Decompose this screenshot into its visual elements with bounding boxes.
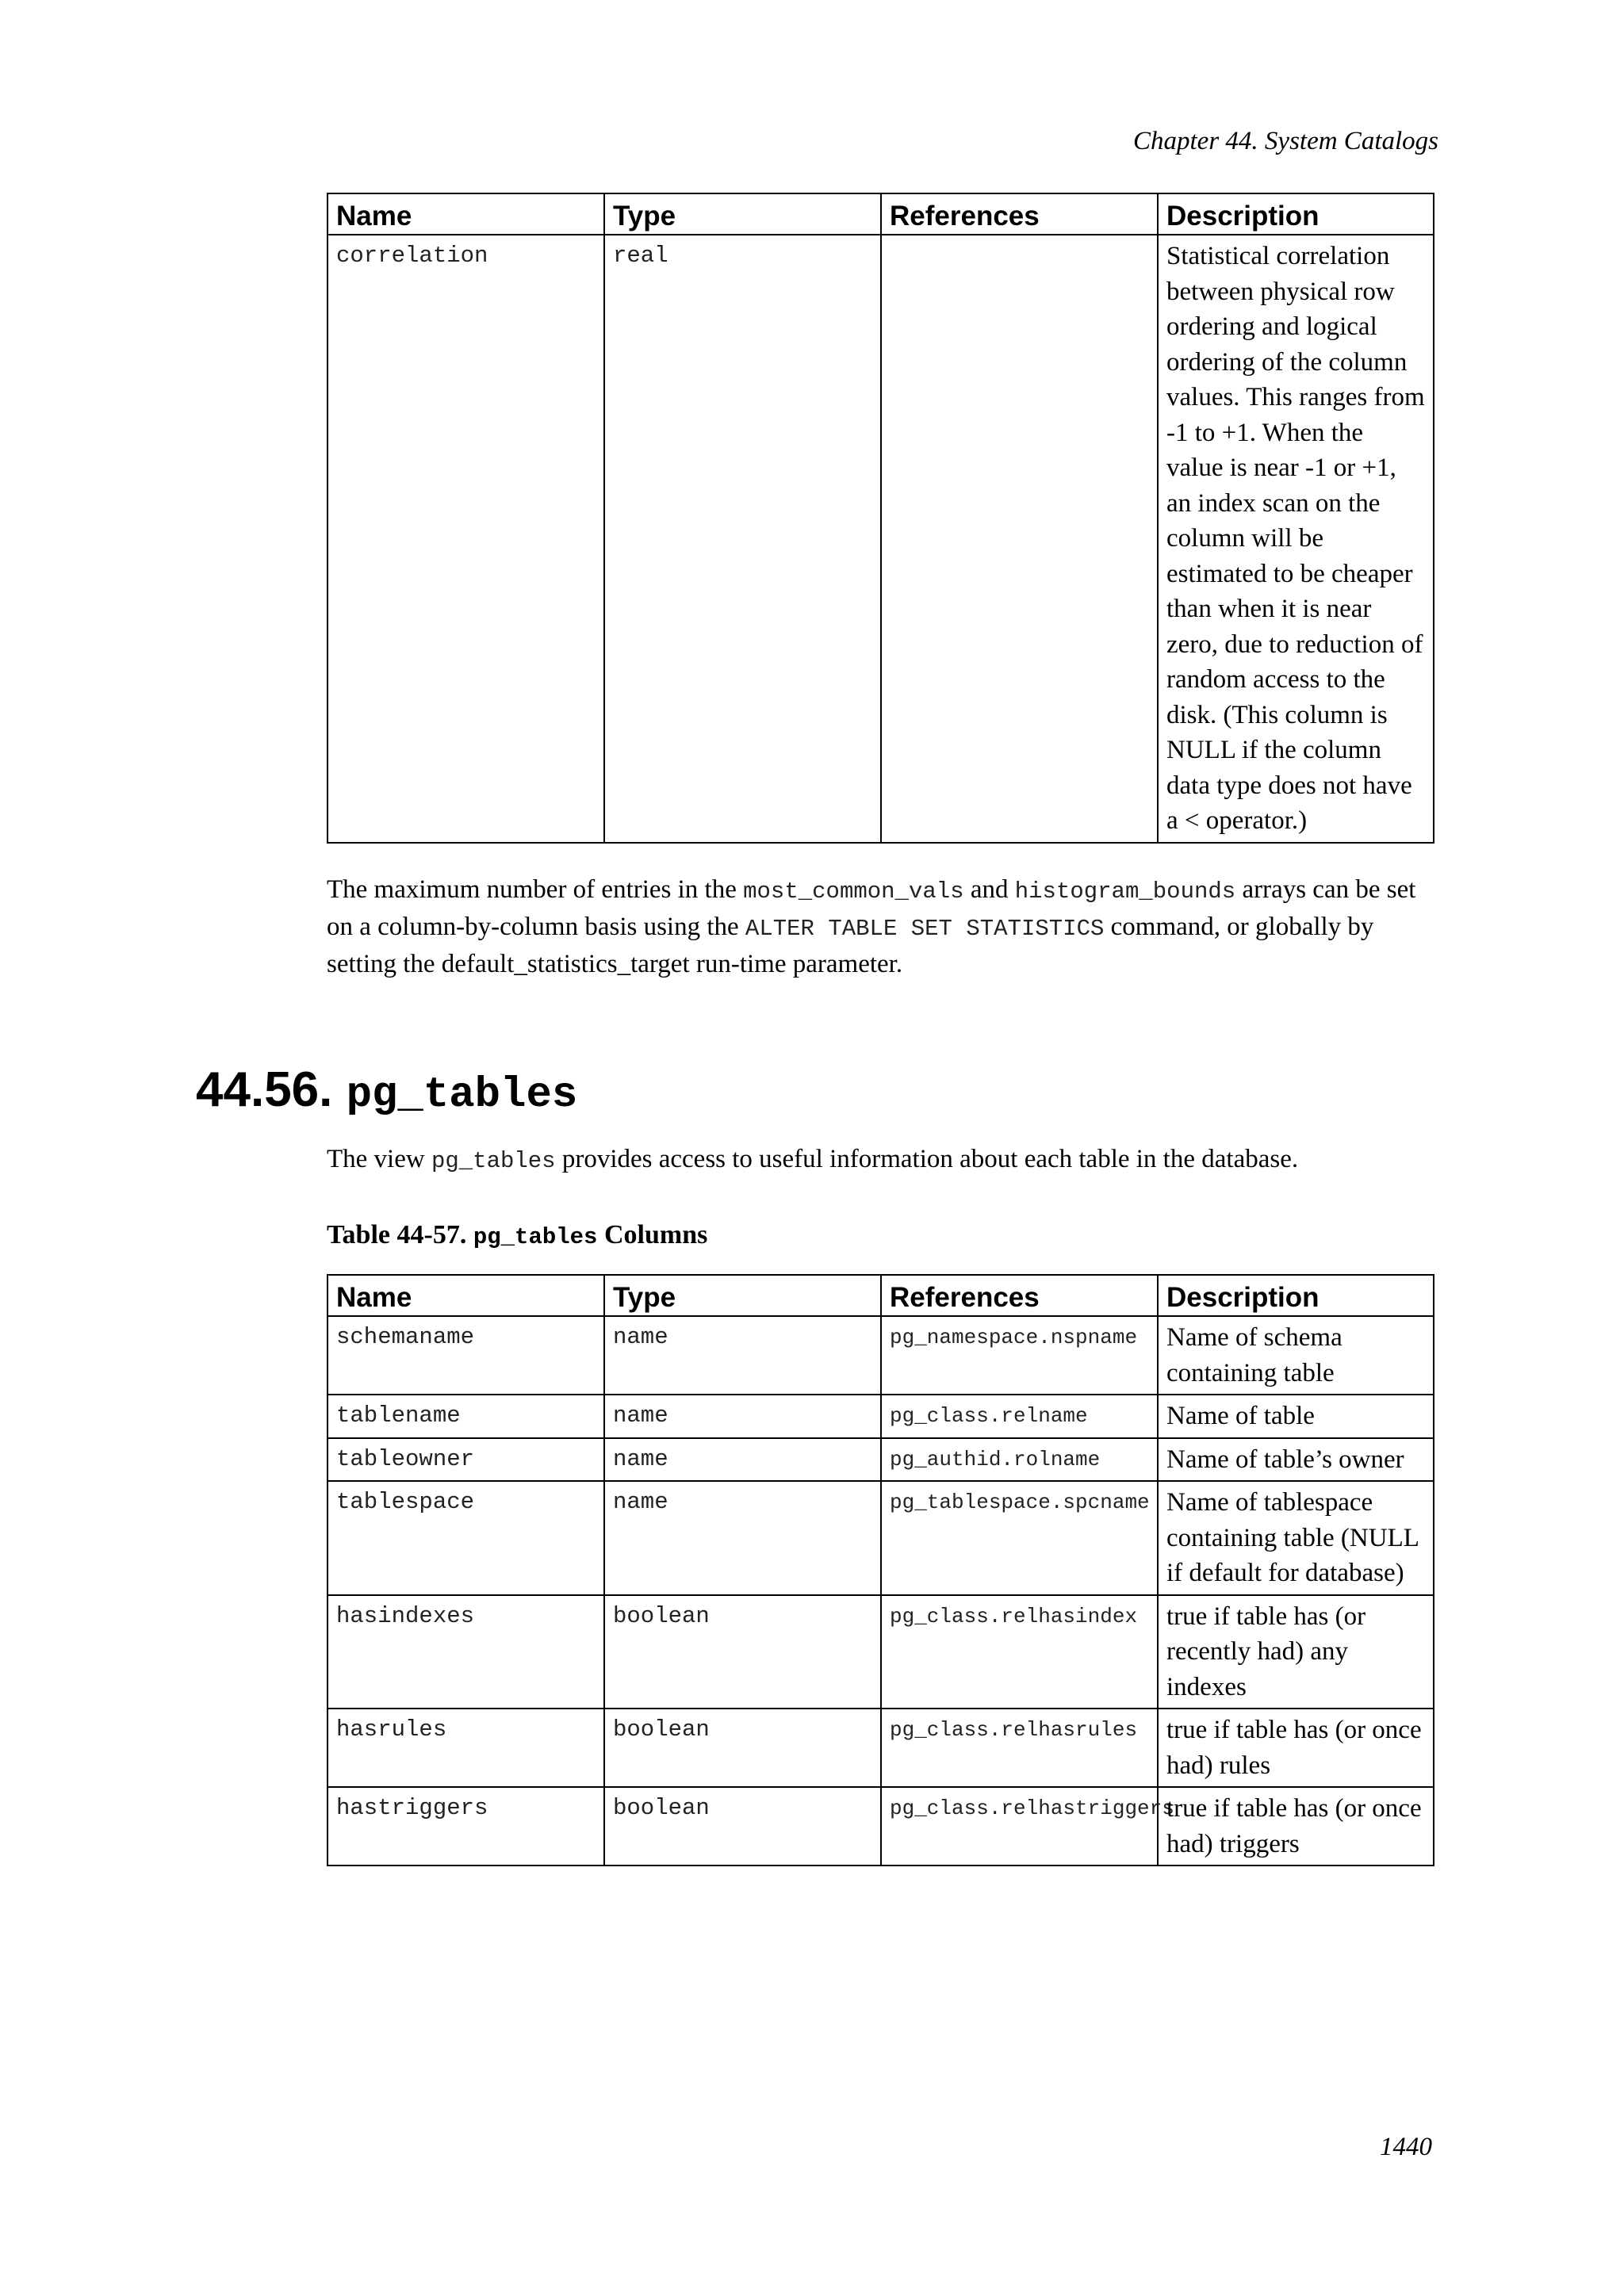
table-row	[327, 235, 1434, 843]
cell-type: boolean	[604, 1787, 881, 1866]
cell-references: pg_class.relhasrules	[881, 1709, 1158, 1787]
cell-name: hasindexes	[327, 1595, 604, 1709]
column-header-name: Name	[327, 193, 604, 235]
cell-name: tablespace	[327, 1481, 604, 1595]
caption-prefix: Table 44-57.	[327, 1220, 473, 1249]
paragraph-text: The maximum number of entries in the	[327, 875, 744, 904]
cell-name: tablename	[327, 1395, 604, 1438]
paragraph-text: arrays can be set on a column-by-column basis using the	[327, 875, 1416, 941]
cell-description: Name of table’s owner	[1158, 1438, 1434, 1482]
table-row	[327, 1787, 1434, 1866]
cell-references	[881, 235, 1158, 843]
cell-references: pg_tablespace.spcname	[881, 1481, 1158, 1595]
statistics-target-paragraph	[327, 872, 1437, 982]
table-header-row	[327, 1275, 1434, 1316]
cell-description: true if table has (or once had) rules	[1158, 1709, 1434, 1787]
paragraph-text: provides access to useful information about each table in the database.	[555, 1145, 1299, 1173]
cell-references: pg_class.relhastriggers	[881, 1787, 1158, 1866]
table-row	[327, 1709, 1434, 1787]
code-pg-tables: pg_tables	[431, 1148, 556, 1174]
section-number: 44.56.	[196, 1062, 333, 1117]
cell-description: Name of schema containing table	[1158, 1316, 1434, 1395]
paragraph-text: command, or globally by setting the default_statistics_target run-time parameter.	[327, 913, 1374, 978]
cell-type: real	[604, 235, 881, 843]
cell-references: pg_class.relname	[881, 1395, 1158, 1438]
cell-type: name	[604, 1316, 881, 1395]
cell-references: pg_authid.rolname	[881, 1438, 1158, 1482]
cell-references: pg_class.relhasindex	[881, 1595, 1158, 1709]
cell-type: boolean	[604, 1709, 881, 1787]
cell-references: pg_namespace.nspname	[881, 1316, 1158, 1395]
section-title: pg_tables	[346, 1071, 578, 1119]
paragraph-text: The view	[327, 1145, 431, 1173]
code-most-common-vals: most_common_vals	[743, 878, 964, 905]
code-alter-table: ALTER TABLE SET STATISTICS	[745, 916, 1105, 942]
cell-name: tableowner	[327, 1438, 604, 1482]
cell-description: Name of table	[1158, 1395, 1434, 1438]
table-row	[327, 1438, 1434, 1482]
cell-name: correlation	[327, 235, 604, 843]
table-row	[327, 1595, 1434, 1709]
table-row	[327, 1481, 1434, 1595]
cell-type: name	[604, 1481, 881, 1595]
caption-suffix: Columns	[597, 1220, 708, 1249]
cell-type: name	[604, 1395, 881, 1438]
cell-name: schemaname	[327, 1316, 604, 1395]
caption-code: pg_tables	[473, 1224, 598, 1250]
page-number: 1440	[1380, 2133, 1432, 2161]
cell-name: hastriggers	[327, 1787, 604, 1866]
cell-description: true if table has (or once had) triggers	[1158, 1787, 1434, 1866]
section-intro-paragraph	[327, 1142, 1437, 1179]
cell-type: name	[604, 1438, 881, 1482]
column-header-type: Type	[604, 1275, 881, 1316]
code-histogram-bounds: histogram_bounds	[1014, 878, 1236, 905]
column-header-name: Name	[327, 1275, 604, 1316]
table-row	[327, 1395, 1434, 1438]
cell-description: Name of tablespace containing table (NULL if default for database)	[1158, 1481, 1434, 1595]
stats-columns-table-continued	[327, 193, 1434, 844]
column-header-description: Description	[1158, 193, 1434, 235]
cell-description: true if table has (or recently had) any indexes	[1158, 1595, 1434, 1709]
paragraph-text: and	[963, 875, 1015, 904]
table-caption	[327, 1217, 707, 1255]
pg-tables-columns-table	[327, 1274, 1434, 1866]
column-header-type: Type	[604, 193, 881, 235]
running-header: Chapter 44. System Catalogs	[1133, 127, 1438, 155]
table-header-row	[327, 193, 1434, 235]
column-header-description: Description	[1158, 1275, 1434, 1316]
table-row	[327, 1316, 1434, 1395]
cell-description: Statistical correlation between physical row ordering and logical ordering of the column values. This ranges from -1 to +1. When the value is near -1 or +1, an index scan on the column will be estimated to be cheaper than when it is near zero, due to reduction of random access to the disk. (This column is NULL if the column data type does not have a < operator.)	[1158, 235, 1434, 843]
section-heading	[196, 1058, 577, 1127]
column-header-references: References	[881, 1275, 1158, 1316]
column-header-references: References	[881, 193, 1158, 235]
cell-type: boolean	[604, 1595, 881, 1709]
cell-name: hasrules	[327, 1709, 604, 1787]
